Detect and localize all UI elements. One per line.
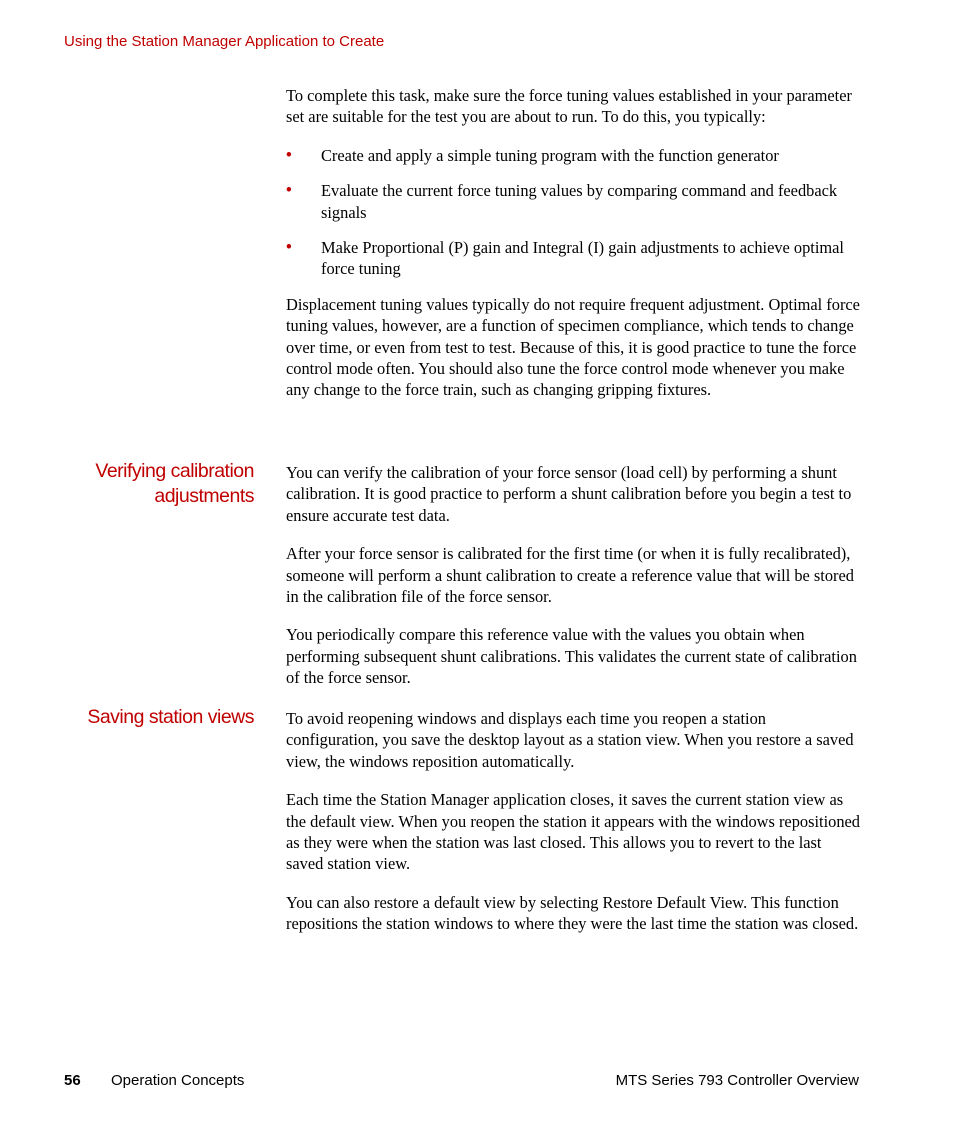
intro-block (286, 85, 862, 401)
bullet-icon: • (286, 238, 292, 257)
section-heading-line: Verifying calibration (95, 460, 254, 482)
bullet-item (286, 237, 862, 280)
bullet-item (286, 145, 862, 166)
body-paragraph: After your force sensor is calibrated for the first time (or when it is fully recalibrated), someone will perform a shunt calibration to create a reference value that will be stored in the calibration file of the force sensor. (286, 544, 854, 607)
body-paragraph: Each time the Station Manager application closes, it saves the current station view as the default view. When you reopen the station it appears with the windows repositioned as they were when the station was last closed. This allows you to revert to the last saved station view. (286, 790, 860, 874)
bullet-list (286, 145, 862, 280)
section-body-verifying-calibration (286, 462, 862, 689)
bullet-text: Evaluate the current force tuning values by comparing command and feedback signals (321, 181, 838, 222)
bullet-icon: • (286, 181, 292, 200)
section-heading-verifying-calibration (95, 459, 254, 509)
body-paragraph: You periodically compare this reference value with the values you obtain when performing subsequent shunt calibrations. This validates the current state of calibration of the force sensor. (286, 625, 857, 688)
footer-book-title: MTS Series 793 Controller Overview (615, 1072, 859, 1089)
bullet-text: Make Proportional (P) gain and Integral (I) gain adjustments to achieve optimal force tuning (321, 238, 844, 279)
bullet-text: Create and apply a simple tuning program with the function generator (321, 145, 779, 165)
body-paragraph: To avoid reopening windows and displays each time you reopen a station configuration, you save the desktop layout as a station view. When you restore a saved view, the windows reposition automatically. (286, 709, 854, 771)
body-paragraph: You can verify the calibration of your force sensor (load cell) by performing a shunt calibration. It is good practice to perform a shunt calibration before you begin a test to ensure accurate test data. (286, 463, 852, 525)
body-paragraph: You can also restore a default view by selecting Restore Default View. This function repositions the station windows to where they were the last time the station was closed. (286, 892, 859, 934)
section-heading-saving-station-views (87, 705, 254, 730)
section-body-saving-station-views (286, 708, 862, 935)
section-heading-line: Saving station views (87, 706, 254, 728)
intro-closing-paragraph: Displacement tuning values typically do not require frequent adjustment. Optimal force tuning values, however, are a function of specimen compliance, which tends to change over time, or even from test to test. Because of this, it is good practice to tune the force control mode often. You should also tune the force control mode whenever you make any change to the force train, such as changing gripping fixtures. (286, 294, 860, 400)
bullet-item (286, 180, 862, 223)
running-head: Using the Station Manager Application to Create (64, 33, 385, 50)
footer-section-name: Operation Concepts (111, 1072, 245, 1089)
section-heading-line: adjustments (154, 485, 254, 507)
page-number: 56 (64, 1072, 81, 1089)
bullet-icon: • (286, 145, 292, 164)
intro-paragraph: To complete this task, make sure the force tuning values established in your parameter set are suitable for the test you are about to run. To do this, you typically: (286, 86, 852, 127)
